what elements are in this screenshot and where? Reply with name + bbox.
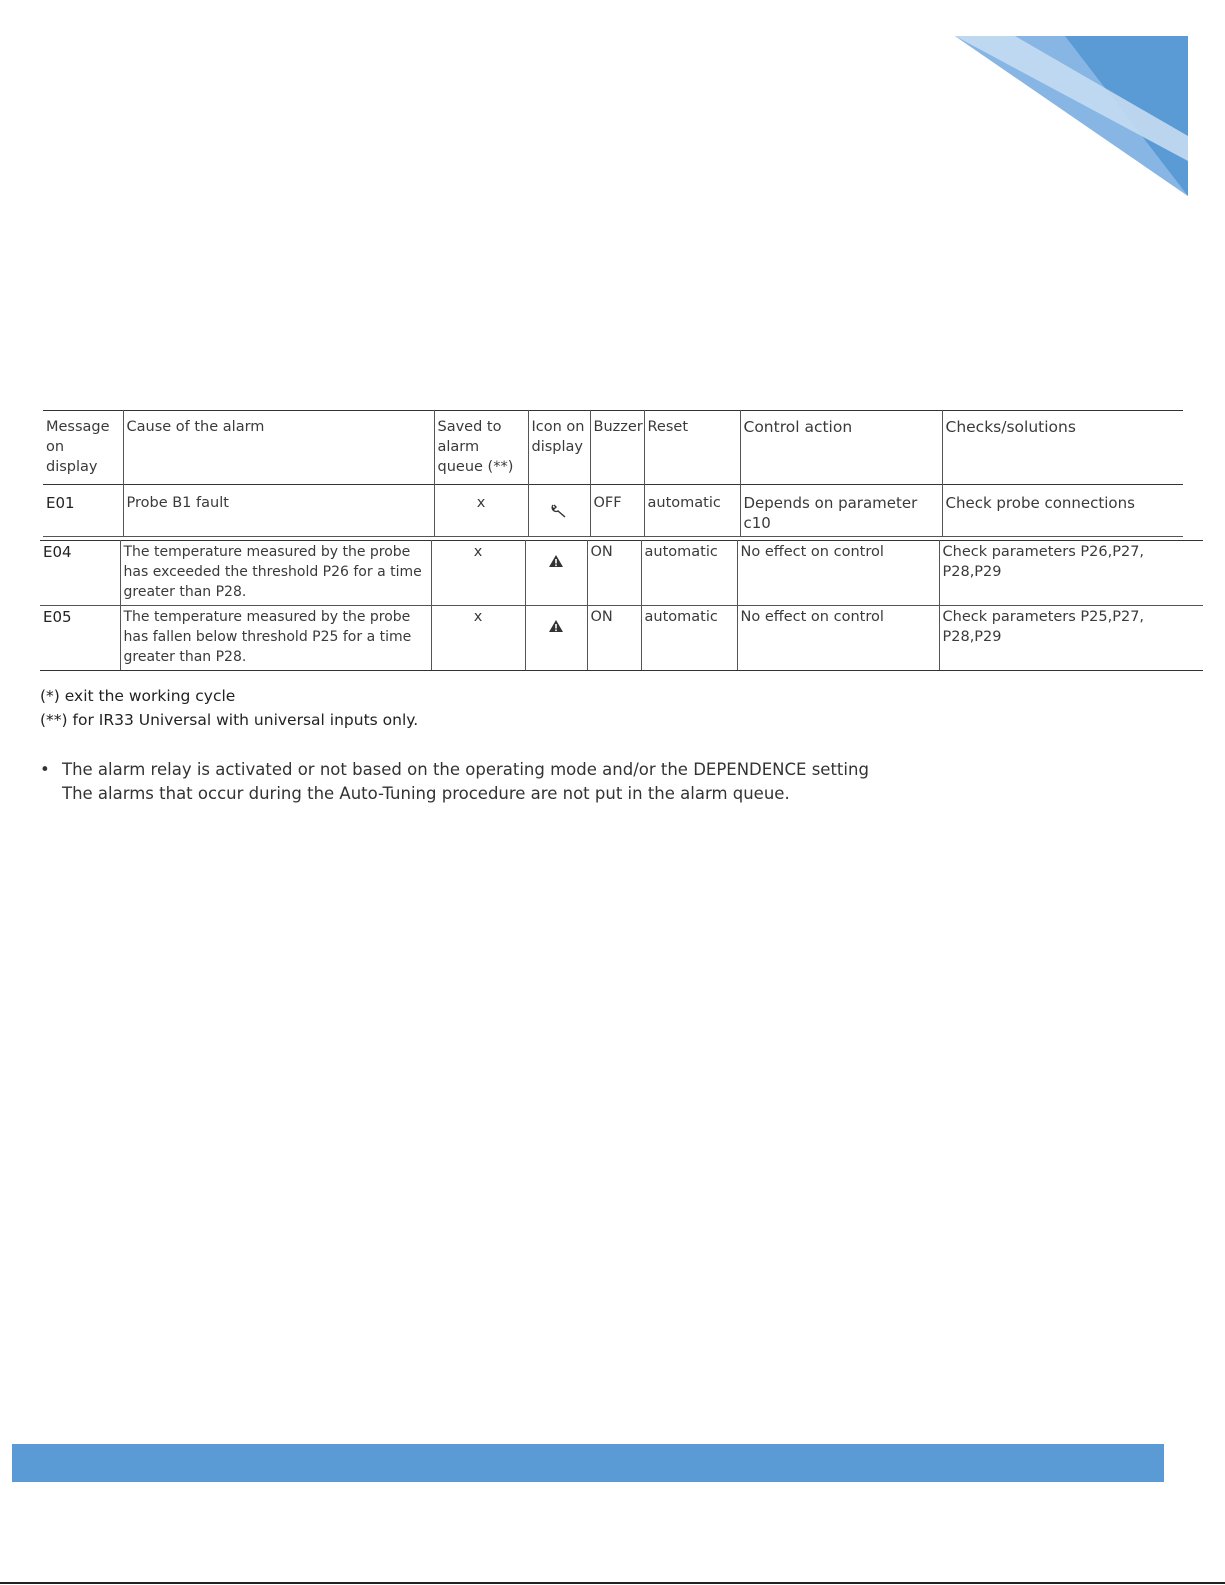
reset-mode: automatic <box>641 541 737 606</box>
alarm-cause: The temperature measured by the probe has exceeded the threshold P26 for a time greater than P28. <box>120 541 431 606</box>
table-row <box>40 541 1203 606</box>
alarm-code: E05 <box>40 606 120 671</box>
wrench-icon <box>550 503 568 519</box>
icon-cell <box>528 485 590 537</box>
header-message: Message on display <box>46 419 110 475</box>
reset-mode: automatic <box>644 485 740 537</box>
buzzer-state: ON <box>587 541 641 606</box>
bottom-rule <box>0 1582 1225 1584</box>
header-icon: Icon on display <box>528 411 590 485</box>
control-action: Depends on parameter c10 <box>740 485 942 537</box>
header-reset: Reset <box>644 411 740 485</box>
header-saved: Saved to alarm queue (**) <box>434 411 528 485</box>
footnote-double-asterisk: (**) for IR33 Universal with universal inputs only. <box>40 711 419 729</box>
bullet-text: The alarm relay is activated or not based on the operating mode and/or the DEPENDENCE setting <box>62 760 869 779</box>
saved-mark: x <box>434 485 528 537</box>
checks-solutions: Check parameters P26,P27, P28,P29 <box>939 541 1203 606</box>
footer-band <box>12 1444 1164 1482</box>
table-row <box>43 485 1183 537</box>
icon-cell <box>525 606 587 671</box>
control-action: No effect on control <box>737 606 939 671</box>
table-header-row <box>43 411 1183 485</box>
alarm-cause: The temperature measured by the probe has fallen below threshold P25 for a time greater than P28. <box>120 606 431 671</box>
alarm-code: E01 <box>43 485 123 537</box>
header-cause: Cause of the alarm <box>123 411 434 485</box>
checks-solutions: Check parameters P25,P27, P28,P29 <box>939 606 1203 671</box>
header-checks: Checks/solutions <box>942 411 1183 485</box>
table-row <box>40 606 1203 671</box>
saved-mark: x <box>431 606 525 671</box>
buzzer-state: ON <box>587 606 641 671</box>
control-action: No effect on control <box>737 541 939 606</box>
bullet-icon: • <box>40 760 50 779</box>
saved-mark: x <box>431 541 525 606</box>
footnote-single-asterisk: (*) exit the working cycle <box>40 687 236 705</box>
icon-cell <box>525 541 587 606</box>
warning-icon <box>548 554 564 568</box>
warning-icon <box>548 619 564 633</box>
checks-solutions: Check probe connections <box>942 485 1183 537</box>
alarm-table-e01 <box>43 410 1183 537</box>
buzzer-state: OFF <box>590 485 644 537</box>
alarm-code: E04 <box>40 541 120 606</box>
bullet-subtext: The alarms that occur during the Auto-Tuning procedure are not put in the alarm queue. <box>62 784 790 803</box>
header-control: Control action <box>740 411 942 485</box>
corner-decoration <box>955 36 1188 196</box>
alarm-table-e04-e05 <box>40 540 1203 671</box>
reset-mode: automatic <box>641 606 737 671</box>
bullet-item <box>40 760 869 779</box>
header-buzzer: Buzzer <box>590 411 644 485</box>
alarm-cause: Probe B1 fault <box>123 485 434 537</box>
